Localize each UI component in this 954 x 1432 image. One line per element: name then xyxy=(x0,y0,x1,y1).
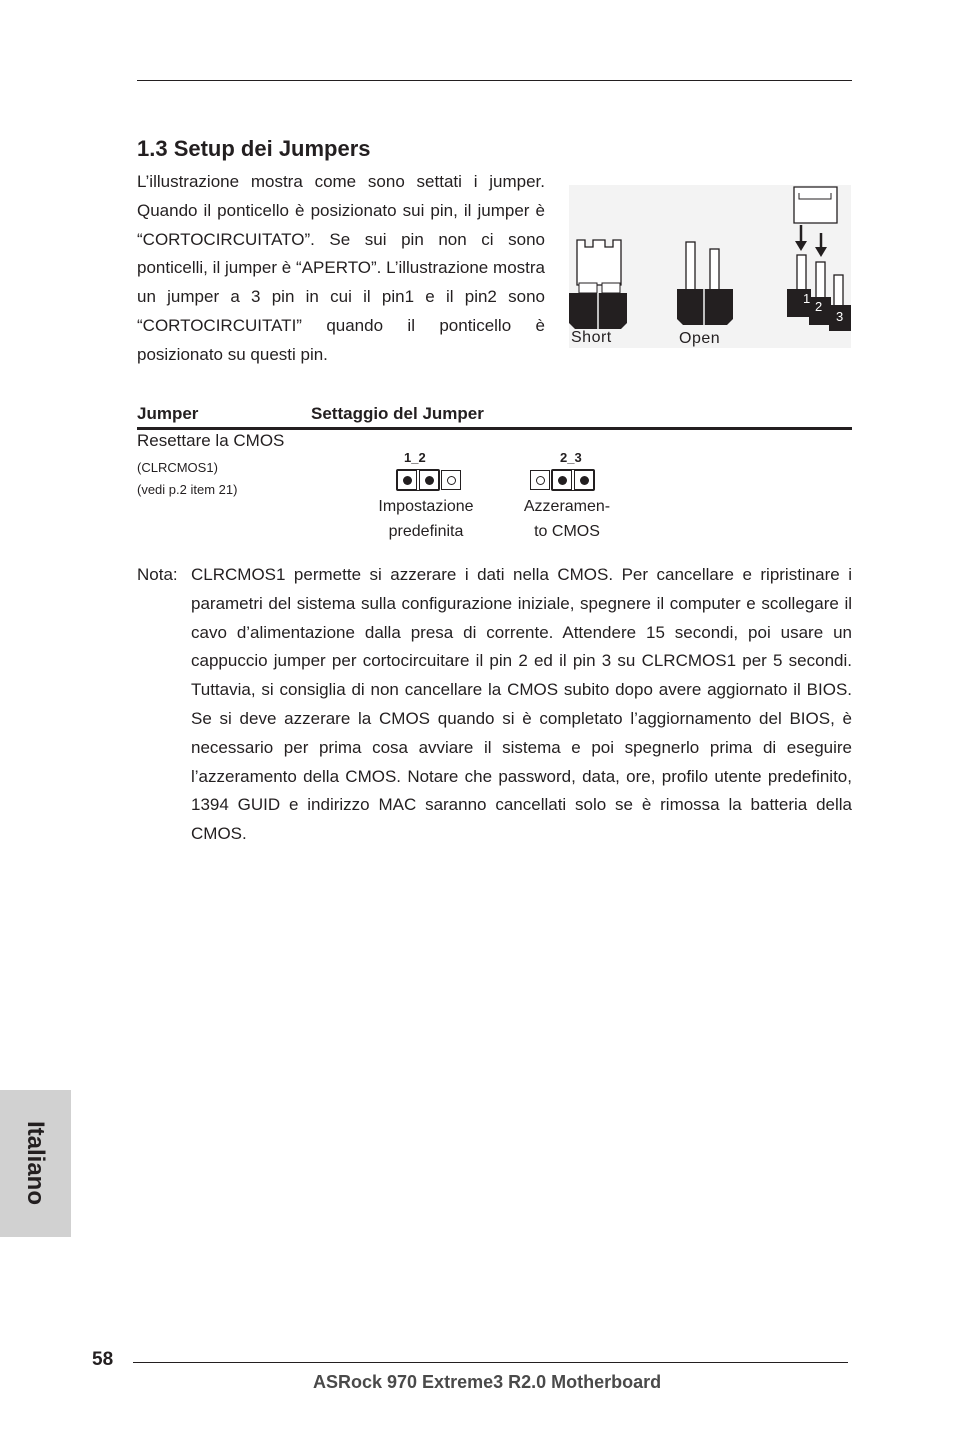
table-header-jumper: Jumper xyxy=(137,404,199,423)
default-pins-label: 1_2 xyxy=(404,450,426,465)
clear-caption-line1: Azzeramen- xyxy=(523,498,611,515)
footer-title: ASRock 970 Extreme3 R2.0 Motherboard xyxy=(313,1372,662,1392)
short-label: Short xyxy=(571,329,612,346)
jumper-id: (CLRCMOS1) xyxy=(137,460,218,475)
jumper-illustration xyxy=(569,185,851,348)
pin-number-1: 1 xyxy=(803,291,811,306)
default-caption xyxy=(366,495,486,544)
language-side-tab xyxy=(0,1090,71,1237)
jumper-diagram-svg xyxy=(569,185,851,348)
note-label: Nota: xyxy=(137,565,178,584)
intro-text: L’illustrazione mostra come sono settati i jumper. Quando il ponticello è posizionato sui pin, il jumper è “CORTOCIRCUITATO”. Se sui pin non ci sono ponticelli, il jumper è “APERTO”. L’illustrazione mostra un jumper a 3 pin in cui il pin1 e il pin2 sono “CORTOCIRCUITATI” quando il ponticello è posizionato su questi pin. xyxy=(137,172,545,364)
clear-cap-outline xyxy=(551,469,595,491)
default-caption-line1: Impostazione xyxy=(378,498,474,515)
open-label: Open xyxy=(679,330,721,347)
intro-paragraph xyxy=(137,168,545,370)
footer-rule xyxy=(133,1362,848,1363)
clear-pin-header xyxy=(530,470,594,490)
jumper-reference: (vedi p.2 item 21) xyxy=(137,482,238,497)
note-text: CLRCMOS1 permette si azzerare i dati nella CMOS. Per cancellare e ripristinare i parametri del sistema sulla configurazione iniziale, spegnere il computer e scollegare il cavo d’alimentazione dalla presa di corrente. Attendere 15 secondi, poi usare un cappuccio jumper per cortocircuitare il pin 2 ed il pin 3 su CLRCMOS1 per 5 secondi. Tuttavia, si consiglia di non cancellare la CMOS subito dopo avere aggiornato il BIOS. Se si deve azzerare la CMOS quando si è completato l’aggiornamento del BIOS, è necessario per prima cosa avviare il sistema e poi spegnerlo prima di eseguire l’azzeramento della CMOS. Notare che password, data, ore, profilo utente predefinito, 1394 GUID e indirizzo MAC saranno cancellati solo se è rimossa la batteria della CMOS. xyxy=(191,565,852,844)
table-header-rule xyxy=(137,427,852,430)
pin-number-2: 2 xyxy=(815,299,823,314)
default-pin-header xyxy=(397,470,461,490)
table-header-setting: Settaggio del Jumper xyxy=(311,404,484,423)
jumper-name: Resettare la CMOS xyxy=(137,431,285,450)
clear-caption xyxy=(507,495,627,544)
section-title: 1.3 Setup dei Jumpers xyxy=(137,136,371,161)
default-caption-line2: predefinita xyxy=(388,522,464,540)
default-cap-outline xyxy=(396,469,440,491)
top-rule xyxy=(137,80,852,81)
pin-number-3: 3 xyxy=(836,309,844,324)
page-number: 58 xyxy=(92,1349,114,1370)
clear-caption-line2: to CMOS xyxy=(534,522,600,540)
note-paragraph xyxy=(191,561,852,849)
clear-pins-label: 2_3 xyxy=(560,450,582,465)
pin-1-open xyxy=(530,470,550,490)
short-jumper-graphic xyxy=(569,240,627,329)
language-tab-label: Italiano xyxy=(22,1120,49,1206)
pin-3-open xyxy=(441,470,461,490)
open-jumper-graphic xyxy=(677,242,733,325)
